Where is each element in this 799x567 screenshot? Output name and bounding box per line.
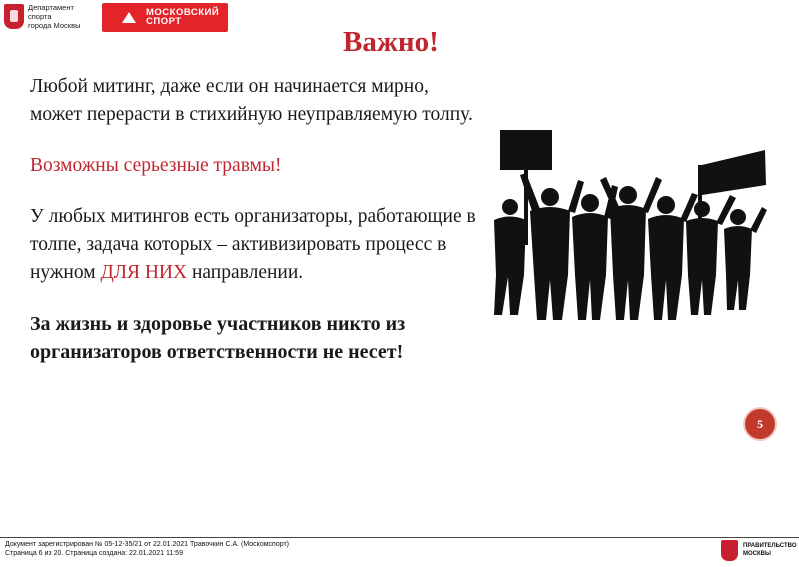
- department-name: Департамент спорта города Москвы: [28, 3, 81, 30]
- department-logo: [4, 4, 94, 34]
- slide-title: Важно!: [343, 26, 439, 58]
- government-logo: ПРАВИТЕЛЬСТВО МОСКВЫ: [721, 540, 797, 564]
- moscow-coat-of-arms-icon: [721, 540, 738, 561]
- page-info: Страница 6 из 20. Страница создана: 22.01.2021 11:59: [5, 549, 183, 557]
- protest-crowd-silhouette-icon: [480, 125, 768, 320]
- paragraph-injuries: Возможны серьезные травмы!: [30, 155, 282, 176]
- moscow-sport-mark-icon: [122, 12, 136, 23]
- slide-body: [30, 73, 480, 389]
- paragraph-organizers: У любых митингов есть организаторы, работающие в толпе, задача которых – активизировать процесс в нужном ДЛЯ НИХ направлении.: [30, 206, 476, 283]
- paragraph-responsibility: За жизнь и здоровье участников никто из организаторов ответственности не несет!: [30, 313, 406, 363]
- paragraph-riot-warning: Любой митинг, даже если он начинается мирно, может перерасти в стихийную неуправляемую толпу.: [30, 76, 473, 125]
- footer-divider: [0, 537, 799, 538]
- page-number-badge: 5: [745, 409, 775, 439]
- moscow-coat-of-arms-icon: [4, 4, 24, 29]
- registration-info: Документ зарегистрирован № 05-12-35/21 от 22.01.2021 Травочкин С.А. (Москомспорт): [5, 541, 289, 548]
- moscow-sport-logo: МОСКОВСКИЙ СПОРТ: [102, 3, 228, 32]
- document-footer: [5, 541, 289, 558]
